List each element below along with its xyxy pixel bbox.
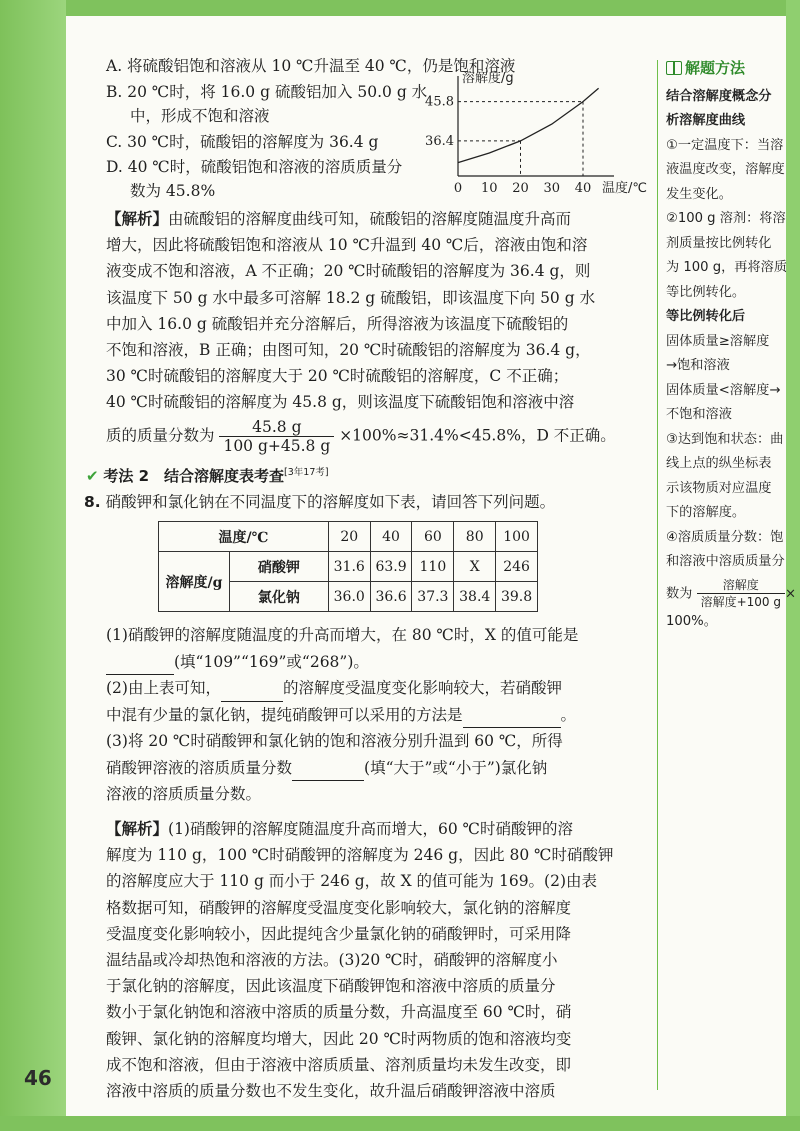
check-icon: ✔ xyxy=(86,467,99,485)
analysis-2-line: 数小于氯化钠饱和溶液中溶质的质量分数，升高温度至 60 ℃时，硝 xyxy=(106,1003,572,1022)
sidebar-text: 线上点的纵坐标表 xyxy=(666,456,772,471)
sidebar-fraction xyxy=(697,577,785,610)
analysis-2-line: 溶液中溶质的质量分数也不发生变化，故升温后硝酸钾溶液中溶质 xyxy=(106,1082,556,1101)
analysis-2-line: 酸钾、氯化钠的溶解度均增大，因此 20 ℃时两物质的饱和溶液均变 xyxy=(106,1029,572,1048)
answer-blank-2[interactable] xyxy=(221,683,283,702)
answer-blank-1[interactable] xyxy=(106,656,174,675)
temp-cell: 80 xyxy=(454,522,496,552)
sidebar-text: ②100 g 溶剂：将溶 xyxy=(666,211,786,226)
fraction-prefix: 质的质量分数为 xyxy=(106,426,215,445)
y-axis-label: 溶解度/g xyxy=(462,71,514,86)
analysis-2-label: 【解析】 xyxy=(106,819,169,838)
answer-blank-3[interactable] xyxy=(463,709,561,728)
analysis-2-line: 格数据可知，硝酸钾的溶解度受温度变化影响较大，氯化钠的溶解度 xyxy=(106,898,572,917)
sidebar-fraction-denominator: 溶解度+100 g xyxy=(700,594,781,609)
sidebar-text: 等比例转化。 xyxy=(666,284,746,300)
q1-line2: (填“109”“169”或“268”)。 xyxy=(174,652,369,671)
sidebar-text: 下的溶解度。 xyxy=(666,505,746,520)
q2-line1-post: 的溶解度受温度变化影响较大，若硝酸钾 xyxy=(282,679,562,697)
sidebar-text: 固体质量≥溶解度 xyxy=(666,333,770,349)
method-2-title: 考法 2 结合溶解度表考查 xyxy=(103,467,285,485)
question-number: 8. xyxy=(84,493,101,511)
sidebar-text: ③达到饱和状态：曲 xyxy=(666,431,784,447)
analysis-1-line: 不饱和溶液，B 正确；由图可知，20 ℃时硫酸铝的溶解度为 36.4 g， xyxy=(106,341,591,360)
sidebar-fraction-suffix: × xyxy=(784,586,797,601)
analysis-1-fraction-line xyxy=(106,418,616,455)
table-cell: X xyxy=(454,552,496,582)
x-tick-label: 10 xyxy=(480,181,498,196)
top-green-border xyxy=(0,0,800,16)
q2-line1-pre: (2)由上表可知， xyxy=(106,679,221,697)
analysis-1-line: 中加入 16.0 g 硫酸铝并充分溶解后，所得溶液为该温度下硫酸铝的 xyxy=(106,314,569,333)
q3-line2-pre: 硝酸钾溶液的溶质质量分数 xyxy=(106,758,293,777)
analysis-2-line: 温结晶或冷却热饱和溶液的方法。(3)20 ℃时，硝酸钾的溶解度小 xyxy=(106,951,558,970)
fraction-numerator: 45.8 g xyxy=(219,418,334,437)
analysis-1-line: 液变成不饱和溶液，A 不正确；20 ℃时硫酸铝的溶解度为 36.4 g，则 xyxy=(106,262,591,281)
sidebar-fraction-prefix: 数为 xyxy=(666,586,693,601)
q3-line1: (3)将 20 ℃时硝酸钾和氯化钠的饱和溶液分别升温到 60 ℃，所得 xyxy=(106,732,563,750)
q2-line2-end: 。 xyxy=(560,705,577,724)
analysis-1-line: 30 ℃时硫酸铝的溶解度大于 20 ℃时硫酸铝的溶解度，C 不正确； xyxy=(106,367,569,386)
q3-line2-post: (填“大于”或“小于”)氯化钠 xyxy=(364,758,548,777)
option-d-line2: 数为 45.8% xyxy=(130,182,216,200)
analysis-1-line: 增大，因此将硫酸铝饱和溶液从 10 ℃升温到 40 ℃后，溶液由饱和溶 xyxy=(106,236,588,255)
page-paper xyxy=(66,16,797,1116)
x-tick-label: 40 xyxy=(574,181,592,196)
page-number: 46 xyxy=(24,1066,52,1090)
analysis-2-line: 解度为 110 g，100 ℃时硝酸钾的溶解度为 246 g，因此 80 ℃时硝酸钾 xyxy=(106,846,614,865)
table-cell: 36.0 xyxy=(328,582,370,612)
sidebar-text: 和溶液中溶质质量分 xyxy=(666,554,785,569)
sidebar-heading: 结合溶解度概念分 xyxy=(666,88,772,104)
sidebar-heading: 等比例转化后 xyxy=(666,309,746,324)
temp-header: 温度/℃ xyxy=(159,522,329,552)
question-stem-text: 硝酸钾和氯化钠在不同温度下的溶解度如下表，请回答下列问题。 xyxy=(105,493,556,511)
table-cell: 110 xyxy=(412,552,454,582)
fraction-denominator: 100 g+45.8 g xyxy=(223,437,331,455)
mass-fraction xyxy=(219,418,334,455)
sidebar-text: →饱和溶液 xyxy=(666,358,730,373)
sidebar-heading: 析溶解度曲线 xyxy=(666,113,746,128)
temp-cell: 60 xyxy=(412,522,454,552)
sidebar-text: 为 100 g，再将溶质 xyxy=(666,260,788,275)
x-axis-label: 温度/℃ xyxy=(602,181,647,196)
sidebar-text: 液温度改变，溶解度 xyxy=(666,162,785,177)
solubility-curve-chart xyxy=(408,71,647,196)
table-row xyxy=(159,522,538,552)
sidebar-text: 固体质量<溶解度→ xyxy=(666,382,781,398)
sidebar-method xyxy=(666,56,797,634)
y-tick-label: 45.8 xyxy=(425,94,454,110)
analysis-2-line: 的溶解度应大于 110 g 而小于 246 g，故 X 的值可能为 169。(2)由表 xyxy=(106,872,598,891)
table-cell: 63.9 xyxy=(370,552,412,582)
table-cell: 37.3 xyxy=(412,582,454,612)
sidebar-title xyxy=(666,56,791,81)
sidebar-text: ①一定温度下：当溶 xyxy=(666,137,784,153)
table-row xyxy=(159,552,538,582)
sidebar-fraction-line xyxy=(666,577,797,610)
analysis-1-line: 由硫酸铝的溶解度曲线可知，硫酸铝的溶解度随温度升高而 xyxy=(168,210,572,228)
option-b-line2: 中，形成不饱和溶液 xyxy=(130,107,270,125)
left-green-border xyxy=(0,0,66,1131)
x-tick-label: 20 xyxy=(512,181,529,196)
table-cell: 36.6 xyxy=(370,582,412,612)
method-2-heading xyxy=(86,464,329,486)
analysis-1-line: 该温度下 50 g 水中最多可溶解 18.2 g 硫酸铝，即该温度下向 50 g 水 xyxy=(106,288,596,307)
temp-cell: 40 xyxy=(370,522,412,552)
answer-blank-4[interactable] xyxy=(292,762,364,781)
sidebar-fraction-numerator: 溶解度 xyxy=(697,577,785,594)
q3-line3: 溶液的溶质质量分数。 xyxy=(106,785,262,803)
bottom-green-border xyxy=(0,1116,800,1131)
q1-line1: (1)硝酸钾的溶解度随温度的升高而增大，在 80 ℃时，X 的值可能是 xyxy=(106,626,579,644)
sidebar-text: 示该物质对应温度 xyxy=(666,480,772,496)
analysis-2-line: 成不饱和溶液，但由于溶液中溶质质量、溶剂质量均未发生改变，即 xyxy=(106,1055,572,1074)
x-tick-label: 30 xyxy=(543,181,561,196)
row-name: 氯化钠 xyxy=(230,582,329,612)
option-a: A. 将硫酸铝饱和溶液从 10 ℃升温至 40 ℃，仍是饱和溶液 xyxy=(106,57,516,75)
table-cell: 31.6 xyxy=(328,552,370,582)
solubility-curve xyxy=(458,88,599,162)
analysis-2-line: (1)硝酸钾的溶解度随温度升高而增大，60 ℃时硝酸钾的溶 xyxy=(168,820,573,838)
analysis-2-line: 受温度变化影响较小，因此提纯含少量氯化钠的硝酸钾时，可采用降 xyxy=(106,924,572,943)
option-c: C. 30 ℃时，硫酸铝的溶解度为 36.4 g xyxy=(106,133,379,151)
temp-cell: 100 xyxy=(496,522,538,552)
sidebar-divider xyxy=(657,60,658,1090)
table-cell: 246 xyxy=(496,552,538,582)
sidebar-text: 不饱和溶液 xyxy=(666,407,732,422)
analysis-1 xyxy=(106,206,646,416)
table-cell: 38.4 xyxy=(454,582,496,612)
option-d-line1: D. 40 ℃时，硫酸铝饱和溶液的溶质质量分 xyxy=(106,158,403,176)
sidebar-text: 剂质量按比例转化 xyxy=(666,235,772,251)
analysis-2-line: 于氯化钠的溶解度，因此该温度下硝酸钾饱和溶液中溶质的质量分 xyxy=(106,977,556,996)
analysis-2 xyxy=(106,816,651,1104)
book-icon xyxy=(666,61,682,75)
option-b-line1: B. 20 ℃时，将 16.0 g 硫酸铝加入 50.0 g 水 xyxy=(106,83,428,101)
sidebar-title-text: 解题方法 xyxy=(685,59,746,77)
solubility-table xyxy=(158,521,538,612)
row-group-header: 溶解度/g xyxy=(159,552,230,612)
question-8-stem xyxy=(84,490,555,512)
q2-line2: 中混有少量的氯化钠，提纯硝酸钾可以采用的方法是 xyxy=(106,705,463,724)
sidebar-text: 100%。 xyxy=(666,613,717,629)
table-cell: 39.8 xyxy=(496,582,538,612)
row-name: 硝酸钾 xyxy=(230,552,329,582)
sidebar-text: 发生变化。 xyxy=(666,186,732,202)
method-2-tag: [3年17考] xyxy=(284,467,329,478)
x-tick-label: 0 xyxy=(453,181,463,196)
question-8-subquestions xyxy=(106,622,651,808)
temp-cell: 20 xyxy=(328,522,370,552)
y-tick-label: 36.4 xyxy=(425,133,454,149)
fraction-suffix: ×100%≈31.4%<45.8%，D 不正确。 xyxy=(339,426,616,445)
analysis-1-line: 40 ℃时硫酸铝的溶解度为 45.8 g，则该温度下硫酸铝饱和溶液中溶 xyxy=(106,393,575,412)
analysis-1-label: 【解析】 xyxy=(106,209,169,228)
sidebar-text: ④溶质质量分数：饱 xyxy=(666,529,784,545)
